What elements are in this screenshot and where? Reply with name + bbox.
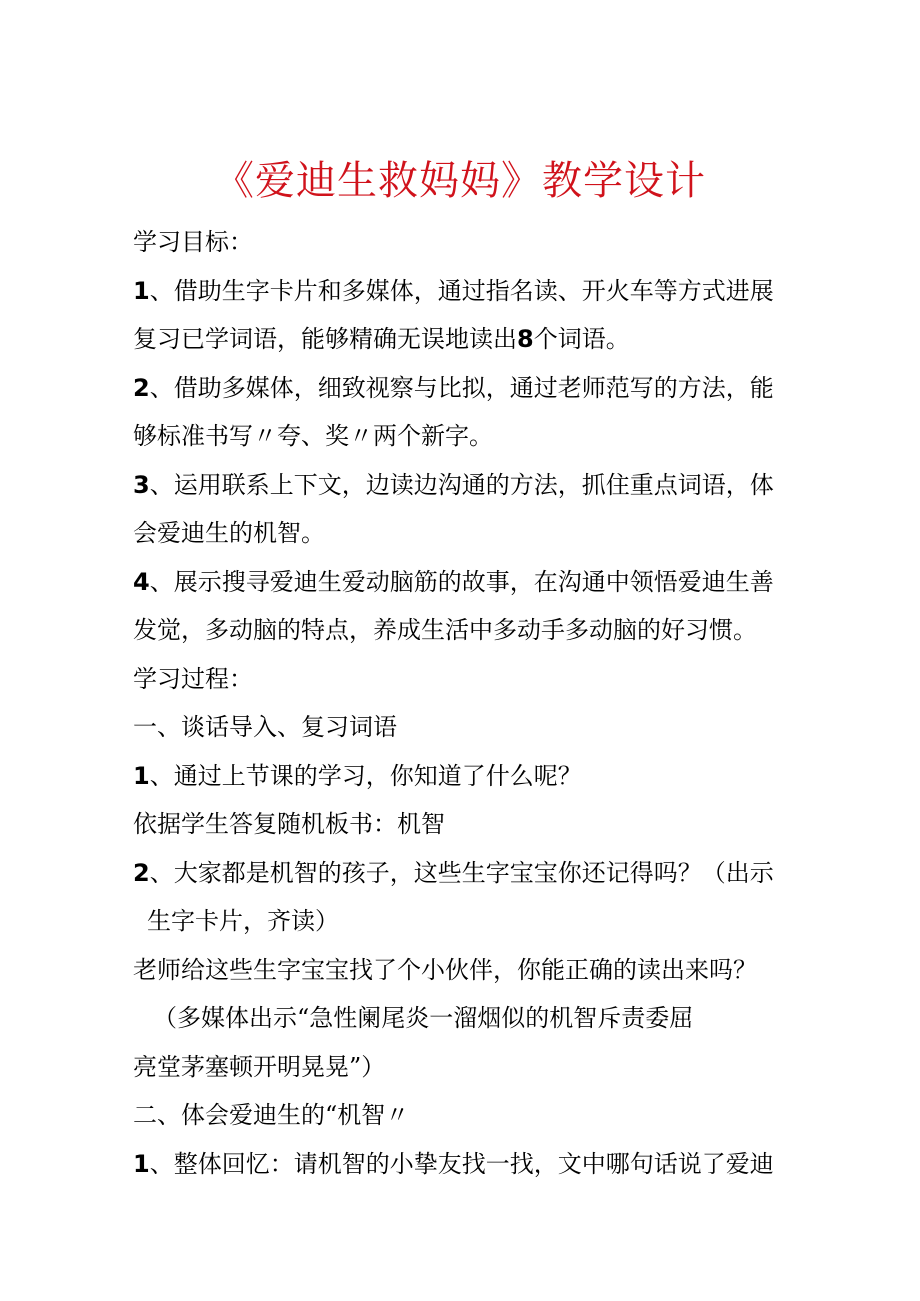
line-text: 生字卡片，齐读） [147, 907, 339, 935]
paragraph-line [133, 218, 793, 267]
item-number: 2 [133, 373, 150, 402]
item-number: 1 [133, 761, 150, 790]
line-text: 、借助生字卡片和多媒体，通过指名读、开火车等方式进展 [149, 276, 774, 305]
line-text: 会爱迪生的机智。 [133, 519, 325, 547]
line-text: 、大家都是机智的孩子，这些生字宝宝你还记得吗？（出示 [149, 858, 774, 887]
paragraph-line [133, 267, 793, 316]
paragraph-line [133, 1140, 793, 1189]
paragraph-line [133, 364, 793, 413]
item-number: 4 [133, 567, 150, 596]
paragraph-line [133, 1043, 793, 1092]
section-heading [133, 703, 793, 752]
line-text: 亮堂茅塞顿开明晃晃”） [133, 1052, 386, 1081]
item-number: 2 [133, 858, 150, 887]
paragraph-line [133, 558, 793, 607]
line-text: 发觉，多动脑的特点，养成生活中多动手多动脑的好习惯。 [133, 616, 757, 644]
paragraph-line [133, 800, 793, 849]
line-text: 个词语。 [533, 325, 630, 353]
paragraph-line [133, 606, 793, 655]
section-heading [133, 655, 793, 704]
line-text: 二、体会爱迪生的“机智〃 [133, 1101, 410, 1129]
document-body [133, 218, 793, 1188]
item-number: 3 [133, 470, 150, 499]
line-text: 复习已学词语，能够精确无误地读出 [133, 325, 517, 353]
line-text: 老师给这些生字宝宝找了个小伙伴，你能正确的读出来吗？ [133, 955, 757, 984]
line-text: 、整体回忆：请机智的小挚友找一找，文中哪句话说了爱迪 [149, 1149, 774, 1178]
line-text: （多媒体出示“急性阑尾炎一溜烟似的机智斥责委屈 [153, 1004, 694, 1032]
line-text: 依据学生答复随机板书：机智 [133, 810, 445, 838]
line-text: 、通过上节课的学习，你知道了什么呢？ [149, 761, 582, 790]
section-heading [133, 1091, 793, 1140]
line-text: 、借助多媒体，细致视察与比拟，通过老师范写的方法，能 [149, 373, 774, 402]
paragraph-line [133, 752, 793, 801]
line-text: 学习目标： [133, 228, 253, 256]
item-number: 1 [133, 276, 150, 305]
line-text: 一、谈话导入、复习词语 [133, 713, 397, 741]
document-title: 《爱迪生救妈妈》教学设计 [214, 158, 706, 204]
paragraph-line [133, 994, 793, 1043]
paragraph-line [133, 315, 793, 364]
inline-number: 8 [517, 325, 534, 353]
item-number: 1 [133, 1149, 150, 1178]
paragraph-line [133, 412, 793, 461]
paragraph-line [133, 946, 793, 995]
line-text: 、展示搜寻爱迪生爱动脑筋的故事，在沟通中领悟爱迪生善 [149, 567, 774, 596]
line-text: 够标准书写〃夸、奖〃两个新字。 [133, 422, 493, 450]
paragraph-line [133, 461, 793, 510]
paragraph-line [133, 849, 793, 898]
paragraph-line [133, 897, 793, 946]
paragraph-line [133, 509, 793, 558]
line-text: 、运用联系上下文，边读边沟通的方法，抓住重点词语，体 [149, 470, 774, 499]
line-text: 学习过程： [133, 664, 253, 693]
